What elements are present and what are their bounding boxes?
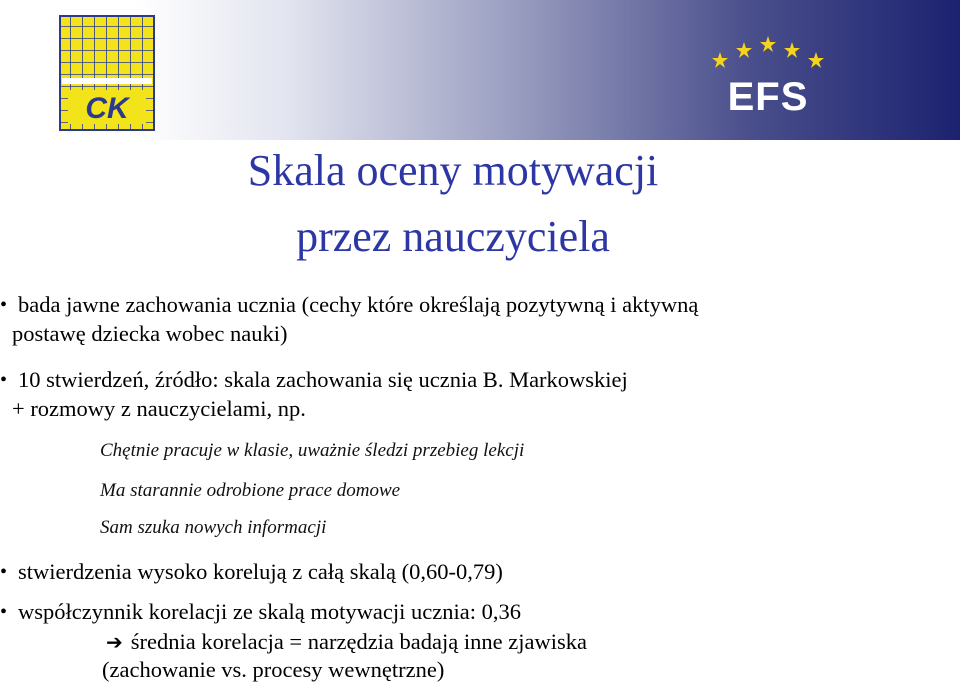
efs-logo-text: EFS: [727, 75, 809, 119]
title-line-1: Skala oceny motywacji: [247, 146, 659, 195]
right-arrow-icon: ➔: [106, 630, 123, 654]
slide-title: [0, 138, 906, 270]
bullet-1-line-1: bada jawne zachowania ucznia (cechy które określają pozytywną i aktywną: [18, 292, 699, 317]
bullet-3-line-1: stwierdzenia wysoko korelują z całą skalą (0,60-0,79): [18, 559, 503, 584]
bullet-4-line-2: [106, 628, 587, 656]
bullet-4-line-2-text: średnia korelacja = narzędzia badają inne zjawiska: [130, 629, 587, 654]
bullet-4-line-1: współczynnik korelacji ze skalą motywacji ucznia: 0,36: [18, 599, 521, 624]
ck-logo: [58, 14, 156, 132]
example-statement-1: Chętnie pracuje w klasie, uważnie śledzi przebieg lekcji: [100, 440, 525, 461]
title-line-2: przez nauczyciela: [296, 212, 610, 261]
bullet-2-line-2: + rozmowy z nauczycielami, np.: [12, 396, 306, 421]
bullet-4-line-3: (zachowanie vs. procesy wewnętrzne): [102, 657, 445, 682]
ck-logo-text: CK: [85, 92, 129, 125]
efs-logo: [706, 30, 830, 122]
bullet-marker: •: [0, 601, 8, 623]
bullet-2-line-1: 10 stwierdzeń, źródło: skala zachowania się ucznia B. Markowskiej: [18, 367, 628, 392]
bullet-marker: •: [0, 369, 8, 391]
bullet-marker: •: [0, 294, 8, 316]
example-statement-2: Ma starannie odrobione prace domowe: [100, 480, 401, 501]
bullet-1-line-2: postawę dziecka wobec nauki): [12, 321, 288, 346]
bullet-marker: •: [0, 561, 8, 583]
example-statement-3: Sam szuka nowych informacji: [100, 517, 327, 538]
